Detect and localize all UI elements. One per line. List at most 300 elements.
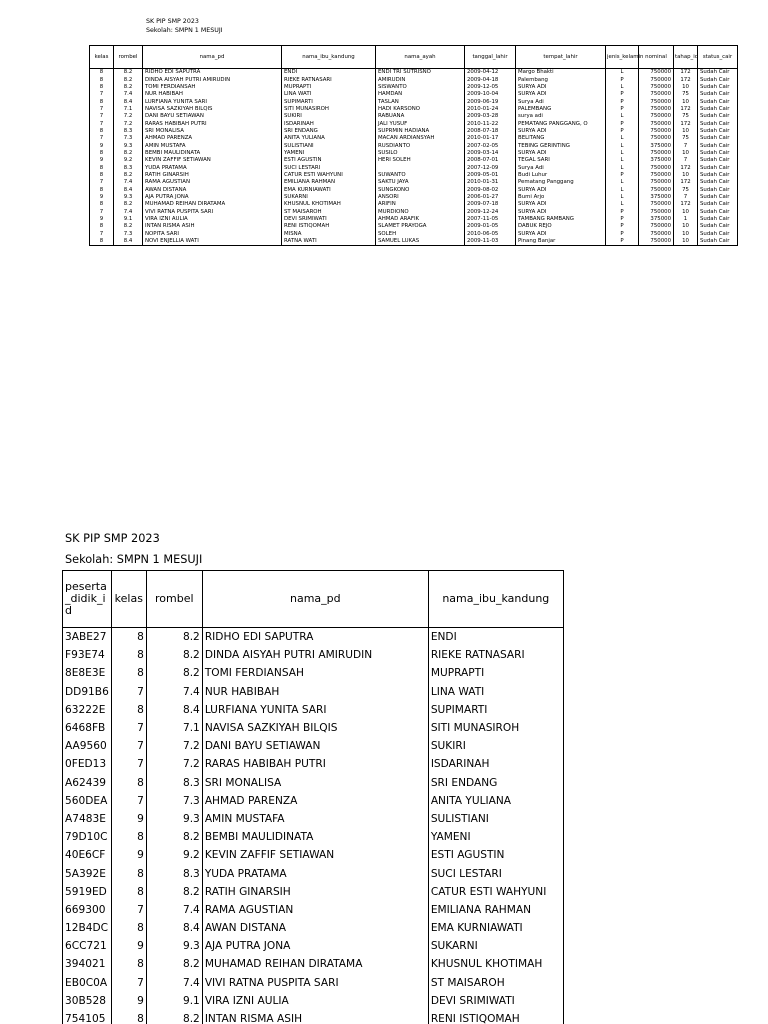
jenis-kelamin-cell: P <box>606 172 639 179</box>
col-header: kelas <box>111 571 146 628</box>
nama-pd-cell: RATIH GINARSIH <box>202 883 428 901</box>
table-row <box>90 106 755 113</box>
nominal-cell: 750000 <box>639 91 674 98</box>
nama-ibu-cell: RIEKE RATNASARI <box>282 76 376 83</box>
table-row <box>63 1010 564 1024</box>
nama-ibu-cell: ST MAISAROH <box>282 209 376 216</box>
table-row <box>90 187 755 194</box>
rombel-cell: 8.2 <box>146 646 202 664</box>
col-header: nama_ibu_kandung <box>428 571 563 628</box>
jenis-kelamin-cell: L <box>606 150 639 157</box>
rombel-cell: 9.3 <box>114 194 143 201</box>
school-name: Sekolah: SMPN 1 MESUJI <box>146 27 223 34</box>
peserta-didik-id-cell: AA9560 <box>63 737 112 755</box>
nama-pd-cell: TOMI FERDIANSAH <box>143 84 282 91</box>
nama-pd-cell: INTAN RISMA ASIH <box>143 223 282 230</box>
kelas-cell: 8 <box>90 128 114 135</box>
nama-pd-cell: DANI BAYU SETIAWAN <box>202 737 428 755</box>
peserta-didik-id-cell: 754105 <box>63 1010 112 1024</box>
status-cair-cell: Sudah Cair <box>698 69 738 77</box>
nama-pd-cell: AWAN DISTANA <box>143 187 282 194</box>
nama-pd-cell: SRI MONALISA <box>143 128 282 135</box>
rombel-cell: 9.1 <box>146 992 202 1010</box>
tahap-id-cell: 10 <box>674 172 698 179</box>
jenis-kelamin-cell: L <box>606 69 639 77</box>
table-row <box>90 231 755 238</box>
kelas-cell: 8 <box>111 774 146 792</box>
tanggal-lahir-cell: 2010-06-05 <box>465 231 516 238</box>
table-row <box>63 792 564 810</box>
table-row <box>63 901 564 919</box>
nominal-cell: 375000 <box>639 216 674 223</box>
nama-ibu-cell: ANITA YULIANA <box>428 792 563 810</box>
status-cair-cell: Sudah Cair <box>698 150 738 157</box>
nama-pd-cell: AJA PUTRA JONA <box>202 937 428 955</box>
nama-ayah-cell: SUSILO <box>376 150 465 157</box>
nama-pd-cell: YUDA PRATAMA <box>202 864 428 882</box>
status-cair-cell: Sudah Cair <box>698 238 738 246</box>
nama-ibu-cell: ANITA YULIANA <box>282 135 376 142</box>
jenis-kelamin-cell: P <box>606 216 639 223</box>
rombel-cell: 7.1 <box>114 106 143 113</box>
rombel-cell: 7.2 <box>146 755 202 773</box>
rombel-cell: 9.3 <box>146 810 202 828</box>
nama-pd-cell: KEVIN ZAFFIF SETIAWAN <box>143 157 282 164</box>
kelas-cell: 9 <box>90 157 114 164</box>
nama-ibu-cell: SUCI LESTARI <box>282 164 376 171</box>
tempat-lahir-cell: PALEMBANG <box>516 106 606 113</box>
table-row <box>90 135 755 142</box>
kelas-cell: 9 <box>90 142 114 149</box>
col-header: nama_ibu_kandung <box>282 46 376 69</box>
table-row <box>63 737 564 755</box>
tempat-lahir-cell: SURYA ADI <box>516 150 606 157</box>
tahap-id-cell: 75 <box>674 135 698 142</box>
nama-ibu-cell: SUKARNI <box>282 194 376 201</box>
tanggal-lahir-cell: 2009-04-12 <box>465 69 516 77</box>
tahap-id-cell: 75 <box>674 187 698 194</box>
rombel-cell: 7.2 <box>146 737 202 755</box>
status-cair-cell: Sudah Cair <box>698 179 738 186</box>
nama-ibu-cell: KHUSNUL KHOTIMAH <box>282 201 376 208</box>
nama-ibu-cell: EMILIANA RAHMAN <box>428 901 563 919</box>
kelas-cell: 7 <box>111 737 146 755</box>
tanggal-lahir-cell: 2009-03-28 <box>465 113 516 120</box>
tempat-lahir-cell: BELITANG <box>516 135 606 142</box>
nominal-cell: 750000 <box>639 238 674 246</box>
rombel-cell: 7.4 <box>114 179 143 186</box>
peserta-didik-id-cell: A7483E <box>63 810 112 828</box>
tempat-lahir-cell: PEMATANG PANGGANG, O <box>516 120 606 127</box>
rombel-cell: 7.4 <box>146 683 202 701</box>
kelas-cell: 8 <box>111 955 146 973</box>
status-cair-cell: Sudah Cair <box>698 157 738 164</box>
nama-pd-cell: RATIH GINARSIH <box>143 172 282 179</box>
nama-ibu-cell: RIEKE RATNASARI <box>428 646 563 664</box>
table-row <box>63 683 564 701</box>
nama-pd-cell: RIDHO EDI SAPUTRA <box>202 628 428 647</box>
tempat-lahir-cell: TEGAL SARI <box>516 157 606 164</box>
status-cair-cell: Sudah Cair <box>698 164 738 171</box>
table-row <box>63 646 564 664</box>
peserta-didik-id-cell: 8E8E3E <box>63 664 112 682</box>
tanggal-lahir-cell: 2010-01-24 <box>465 106 516 113</box>
kelas-cell: 7 <box>90 91 114 98</box>
nama-pd-cell: MUHAMAD REIHAN DIRATAMA <box>143 201 282 208</box>
tempat-lahir-cell: SURYA ADI <box>516 201 606 208</box>
status-cair-cell: Sudah Cair <box>698 216 738 223</box>
nama-pd-cell: NAVISA SAZKIYAH BILQIS <box>143 106 282 113</box>
nama-ibu-cell: ESTI AGUSTIN <box>282 157 376 164</box>
nama-pd-cell: MUHAMAD REIHAN DIRATAMA <box>202 955 428 973</box>
tahap-id-cell: 10 <box>674 150 698 157</box>
tempat-lahir-cell: TEBING GERINTING <box>516 142 606 149</box>
jenis-kelamin-cell: P <box>606 120 639 127</box>
tanggal-lahir-cell: 2009-12-05 <box>465 84 516 91</box>
jenis-kelamin-cell: L <box>606 135 639 142</box>
col-header: nama_ayah <box>376 46 465 69</box>
table-row <box>90 120 755 127</box>
rombel-cell: 7.1 <box>146 719 202 737</box>
table-row <box>90 157 755 164</box>
nama-pd-cell: RAMA AGUSTIAN <box>143 179 282 186</box>
nama-pd-cell: YUDA PRATAMA <box>143 164 282 171</box>
nama-ayah-cell: MACAN ARDIANSYAH <box>376 135 465 142</box>
nama-ibu-cell: DEVI SRIMIWATI <box>282 216 376 223</box>
zoom-school-name: Sekolah: SMPN 1 MESUJI <box>65 553 203 566</box>
table-row <box>63 664 564 682</box>
kelas-cell: 7 <box>90 106 114 113</box>
nama-ibu-cell: SUPIMARTI <box>428 701 563 719</box>
jenis-kelamin-cell: L <box>606 187 639 194</box>
table-row <box>90 128 755 135</box>
nama-pd-cell: NOVI ENJELLIA WATI <box>143 238 282 246</box>
jenis-kelamin-cell: P <box>606 76 639 83</box>
nama-ibu-cell: SUCI LESTARI <box>428 864 563 882</box>
tahap-id-cell: 172 <box>674 106 698 113</box>
nominal-cell: 375000 <box>639 157 674 164</box>
status-cair-cell: Sudah Cair <box>698 135 738 142</box>
nama-pd-cell: VIVI RATNA PUSPITA SARI <box>143 209 282 216</box>
nama-ayah-cell: SAMUEL LUKAS <box>376 238 465 246</box>
jenis-kelamin-cell: L <box>606 84 639 91</box>
nama-ayah-cell: ANSORI <box>376 194 465 201</box>
kelas-cell: 7 <box>111 683 146 701</box>
table-row <box>90 91 755 98</box>
nama-pd-cell: AWAN DISTANA <box>202 919 428 937</box>
rombel-cell: 8.2 <box>146 1010 202 1024</box>
nominal-cell: 750000 <box>639 135 674 142</box>
kelas-cell: 9 <box>111 810 146 828</box>
tanggal-lahir-cell: 2009-03-14 <box>465 150 516 157</box>
col-header: nama_pd <box>143 46 282 69</box>
tempat-lahir-cell: DABUK REJO <box>516 223 606 230</box>
table-row <box>90 194 755 201</box>
nama-ayah-cell: HERI SOLEH <box>376 157 465 164</box>
jenis-kelamin-cell: P <box>606 223 639 230</box>
nama-ibu-cell: DEVI SRIMIWATI <box>428 992 563 1010</box>
nama-ayah-cell: TASLAN <box>376 98 465 105</box>
nama-pd-cell: DANI BAYU SETIAWAN <box>143 113 282 120</box>
tanggal-lahir-cell: 2009-08-02 <box>465 187 516 194</box>
status-cair-cell: Sudah Cair <box>698 209 738 216</box>
tempat-lahir-cell: Palembang <box>516 76 606 83</box>
nominal-cell: 750000 <box>639 84 674 91</box>
status-cair-cell: Sudah Cair <box>698 113 738 120</box>
rombel-cell: 8.2 <box>114 172 143 179</box>
tempat-lahir-cell: SURYA ADI <box>516 231 606 238</box>
col-header: jenis_kelamin <box>606 46 639 69</box>
col-header: peserta_didik_id <box>63 571 112 628</box>
table-row <box>90 150 755 157</box>
nominal-cell: 750000 <box>639 164 674 171</box>
tempat-lahir-cell: SURYA ADI <box>516 84 606 91</box>
nama-ibu-cell: SRI ENDANG <box>428 774 563 792</box>
table-row <box>90 113 755 120</box>
peserta-didik-id-cell: A62439 <box>63 774 112 792</box>
status-cair-cell: Sudah Cair <box>698 128 738 135</box>
peserta-didik-id-cell: 5919ED <box>63 883 112 901</box>
kelas-cell: 7 <box>90 179 114 186</box>
jenis-kelamin-cell: P <box>606 209 639 216</box>
nama-ibu-cell: SITI MUNASIROH <box>428 719 563 737</box>
tempat-lahir-cell: SURYA ADI <box>516 187 606 194</box>
tanggal-lahir-cell: 2009-01-05 <box>465 223 516 230</box>
tempat-lahir-cell: Surya Adi <box>516 164 606 171</box>
nama-pd-cell: BEMBI MAULIDINATA <box>143 150 282 157</box>
table-row <box>63 628 564 647</box>
zoom-sheet-title: SK PIP SMP 2023 <box>65 532 160 545</box>
kelas-cell: 8 <box>111 646 146 664</box>
tahap-id-cell: 172 <box>674 179 698 186</box>
peserta-didik-id-cell: DD91B6 <box>63 683 112 701</box>
jenis-kelamin-cell: L <box>606 142 639 149</box>
peserta-didik-id-cell: EB0C0A <box>63 974 112 992</box>
rombel-cell: 9.3 <box>114 142 143 149</box>
peserta-didik-id-cell: 5A392E <box>63 864 112 882</box>
nama-pd-cell: AMIN MUSTAFA <box>202 810 428 828</box>
nama-ayah-cell: SLAMET PRAYOGA <box>376 223 465 230</box>
kelas-cell: 8 <box>90 201 114 208</box>
jenis-kelamin-cell: P <box>606 98 639 105</box>
rombel-cell: 7.3 <box>146 792 202 810</box>
rombel-cell: 9.1 <box>114 216 143 223</box>
nominal-cell: 750000 <box>639 106 674 113</box>
tempat-lahir-cell: SURYA ADI <box>516 209 606 216</box>
tanggal-lahir-cell: 2009-04-18 <box>465 76 516 83</box>
nama-pd-cell: RARAS HABIBAH PUTRI <box>202 755 428 773</box>
rombel-cell: 8.3 <box>146 774 202 792</box>
jenis-kelamin-cell: L <box>606 201 639 208</box>
tempat-lahir-cell: Pematang Panggang <box>516 179 606 186</box>
peserta-didik-id-cell: 63222E <box>63 701 112 719</box>
nama-pd-cell: AHMAD PARENZA <box>143 135 282 142</box>
nama-ibu-cell: ST MAISAROH <box>428 974 563 992</box>
table-row <box>90 201 755 208</box>
table-row <box>63 883 564 901</box>
tanggal-lahir-cell: 2009-07-18 <box>465 201 516 208</box>
status-cair-cell: Sudah Cair <box>698 120 738 127</box>
nama-ibu-cell: SITI MUNASIROH <box>282 106 376 113</box>
nama-ayah-cell: JALI YUSUF <box>376 120 465 127</box>
tahap-id-cell: 7 <box>674 142 698 149</box>
peserta-didik-id-cell: 79D10C <box>63 828 112 846</box>
tanggal-lahir-cell: 2007-12-09 <box>465 164 516 171</box>
nama-ibu-cell: RATNA WATI <box>282 238 376 246</box>
table-row <box>90 179 755 186</box>
nama-ayah-cell: AMIRUDIN <box>376 76 465 83</box>
nama-ibu-cell: ENDI <box>282 69 376 77</box>
rombel-cell: 8.4 <box>114 98 143 105</box>
status-cair-cell: Sudah Cair <box>698 142 738 149</box>
nama-ayah-cell: SUNGKONO <box>376 187 465 194</box>
peserta-didik-id-cell: 0FED13 <box>63 755 112 773</box>
nama-ibu-cell: SULISTIANI <box>428 810 563 828</box>
kelas-cell: 8 <box>111 883 146 901</box>
col-header: nominal <box>639 46 674 69</box>
tahap-id-cell: 7 <box>674 157 698 164</box>
nama-pd-cell: KEVIN ZAFFIF SETIAWAN <box>202 846 428 864</box>
rombel-cell: 8.2 <box>146 828 202 846</box>
tahap-id-cell: 10 <box>674 223 698 230</box>
nominal-cell: 750000 <box>639 98 674 105</box>
nama-ibu-cell: MISNA <box>282 231 376 238</box>
kelas-cell: 8 <box>90 187 114 194</box>
nama-pd-cell: VIVI RATNA PUSPITA SARI <box>202 974 428 992</box>
tahap-id-cell: 10 <box>674 238 698 246</box>
tahap-id-cell: 1 <box>674 216 698 223</box>
tanggal-lahir-cell: 2007-02-05 <box>465 142 516 149</box>
status-cair-cell: Sudah Cair <box>698 187 738 194</box>
nama-ibu-cell: ESTI AGUSTIN <box>428 846 563 864</box>
nama-ayah-cell: ENDI TRI SUTRISNO <box>376 69 465 77</box>
nama-pd-cell: VIRA IZNI AULIA <box>202 992 428 1010</box>
kelas-cell: 8 <box>111 1010 146 1024</box>
status-cair-cell: Sudah Cair <box>698 194 738 201</box>
rombel-cell: 8.4 <box>146 701 202 719</box>
tahap-id-cell: 172 <box>674 164 698 171</box>
tanggal-lahir-cell: 2010-11-22 <box>465 120 516 127</box>
nama-ibu-cell: LINA WATI <box>428 683 563 701</box>
nama-ayah-cell: ARIFIN <box>376 201 465 208</box>
table-row <box>90 164 755 171</box>
kelas-cell: 7 <box>90 120 114 127</box>
nama-ayah-cell: RABUANA <box>376 113 465 120</box>
tanggal-lahir-cell: 2009-12-24 <box>465 209 516 216</box>
jenis-kelamin-cell: L <box>606 194 639 201</box>
nama-ibu-cell: LINA WATI <box>282 91 376 98</box>
status-cair-cell: Sudah Cair <box>698 201 738 208</box>
peserta-didik-id-cell: 12B4DC <box>63 919 112 937</box>
status-cair-cell: Sudah Cair <box>698 231 738 238</box>
rombel-cell: 7.3 <box>114 135 143 142</box>
tempat-lahir-cell: SURYA ADI <box>516 91 606 98</box>
rombel-cell: 8.2 <box>114 84 143 91</box>
table-row <box>63 755 564 773</box>
nama-ibu-cell: SUKIRI <box>428 737 563 755</box>
tempat-lahir-cell: surya adi <box>516 113 606 120</box>
nama-ibu-cell: YAMENI <box>428 828 563 846</box>
nama-pd-cell: BEMBI MAULIDINATA <box>202 828 428 846</box>
tahap-id-cell: 75 <box>674 113 698 120</box>
peserta-didik-id-cell: 40E6CF <box>63 846 112 864</box>
nominal-cell: 750000 <box>639 76 674 83</box>
header-row <box>90 46 755 69</box>
table-row <box>90 84 755 91</box>
col-header: status_cair <box>698 46 738 69</box>
rombel-cell: 8.4 <box>114 187 143 194</box>
kelas-cell: 8 <box>90 98 114 105</box>
nominal-cell: 750000 <box>639 187 674 194</box>
tanggal-lahir-cell: 2008-07-01 <box>465 157 516 164</box>
nominal-cell: 750000 <box>639 231 674 238</box>
tempat-lahir-cell: TAMBANG RAMBANG <box>516 216 606 223</box>
nama-ayah-cell: SOLEH <box>376 231 465 238</box>
table-row <box>90 172 755 179</box>
nama-ibu-cell: MUPRAPTI <box>282 84 376 91</box>
nama-pd-cell: LURFIANA YUNITA SARI <box>202 701 428 719</box>
tanggal-lahir-cell: 2007-11-05 <box>465 216 516 223</box>
nama-pd-cell: TOMI FERDIANSAH <box>202 664 428 682</box>
zoomed-sheet <box>62 532 762 1024</box>
nominal-cell: 750000 <box>639 120 674 127</box>
table-row <box>90 142 755 149</box>
col-header: kelas <box>90 46 114 69</box>
tahap-id-cell: 7 <box>674 194 698 201</box>
rombel-cell: 9.2 <box>146 846 202 864</box>
nama-pd-cell: AHMAD PARENZA <box>202 792 428 810</box>
table-row <box>63 846 564 864</box>
tahap-id-cell: 172 <box>674 120 698 127</box>
tahap-id-cell: 10 <box>674 98 698 105</box>
nama-ibu-cell: KHUSNUL KHOTIMAH <box>428 955 563 973</box>
rombel-cell: 7.3 <box>114 231 143 238</box>
tahap-id-cell: 10 <box>674 84 698 91</box>
jenis-kelamin-cell: L <box>606 179 639 186</box>
kelas-cell: 8 <box>111 628 146 647</box>
zoom-data-table <box>62 570 564 1024</box>
zoom-header-row <box>63 571 564 628</box>
table-row <box>63 919 564 937</box>
kelas-cell: 7 <box>90 135 114 142</box>
nama-ayah-cell: HADI KARSONO <box>376 106 465 113</box>
tahap-id-cell: 10 <box>674 231 698 238</box>
tempat-lahir-cell: Bumi Arjo <box>516 194 606 201</box>
nama-pd-cell: RARAS HABIBAH PUTRI <box>143 120 282 127</box>
kelas-cell: 7 <box>111 974 146 992</box>
tahap-id-cell: 75 <box>674 91 698 98</box>
tempat-lahir-cell: SURYA ADI <box>516 128 606 135</box>
kelas-cell: 8 <box>111 864 146 882</box>
nama-ayah-cell: SUWANTO <box>376 172 465 179</box>
rombel-cell: 8.2 <box>114 201 143 208</box>
nama-pd-cell: RAMA AGUSTIAN <box>202 901 428 919</box>
tempat-lahir-cell: Margo Bhakti <box>516 69 606 77</box>
jenis-kelamin-cell: L <box>606 157 639 164</box>
rombel-cell: 9.3 <box>146 937 202 955</box>
nominal-cell: 750000 <box>639 201 674 208</box>
tahap-id-cell: 172 <box>674 201 698 208</box>
tempat-lahir-cell: Budi Luhur <box>516 172 606 179</box>
nama-ibu-cell: ISDARINAH <box>428 755 563 773</box>
nama-ibu-cell: SRI ENDANG <box>282 128 376 135</box>
status-cair-cell: Sudah Cair <box>698 91 738 98</box>
nama-pd-cell: NUR HABIBAH <box>143 91 282 98</box>
nama-pd-cell: SRI MONALISA <box>202 774 428 792</box>
kelas-cell: 8 <box>90 76 114 83</box>
table-row <box>63 701 564 719</box>
rombel-cell: 7.4 <box>114 91 143 98</box>
